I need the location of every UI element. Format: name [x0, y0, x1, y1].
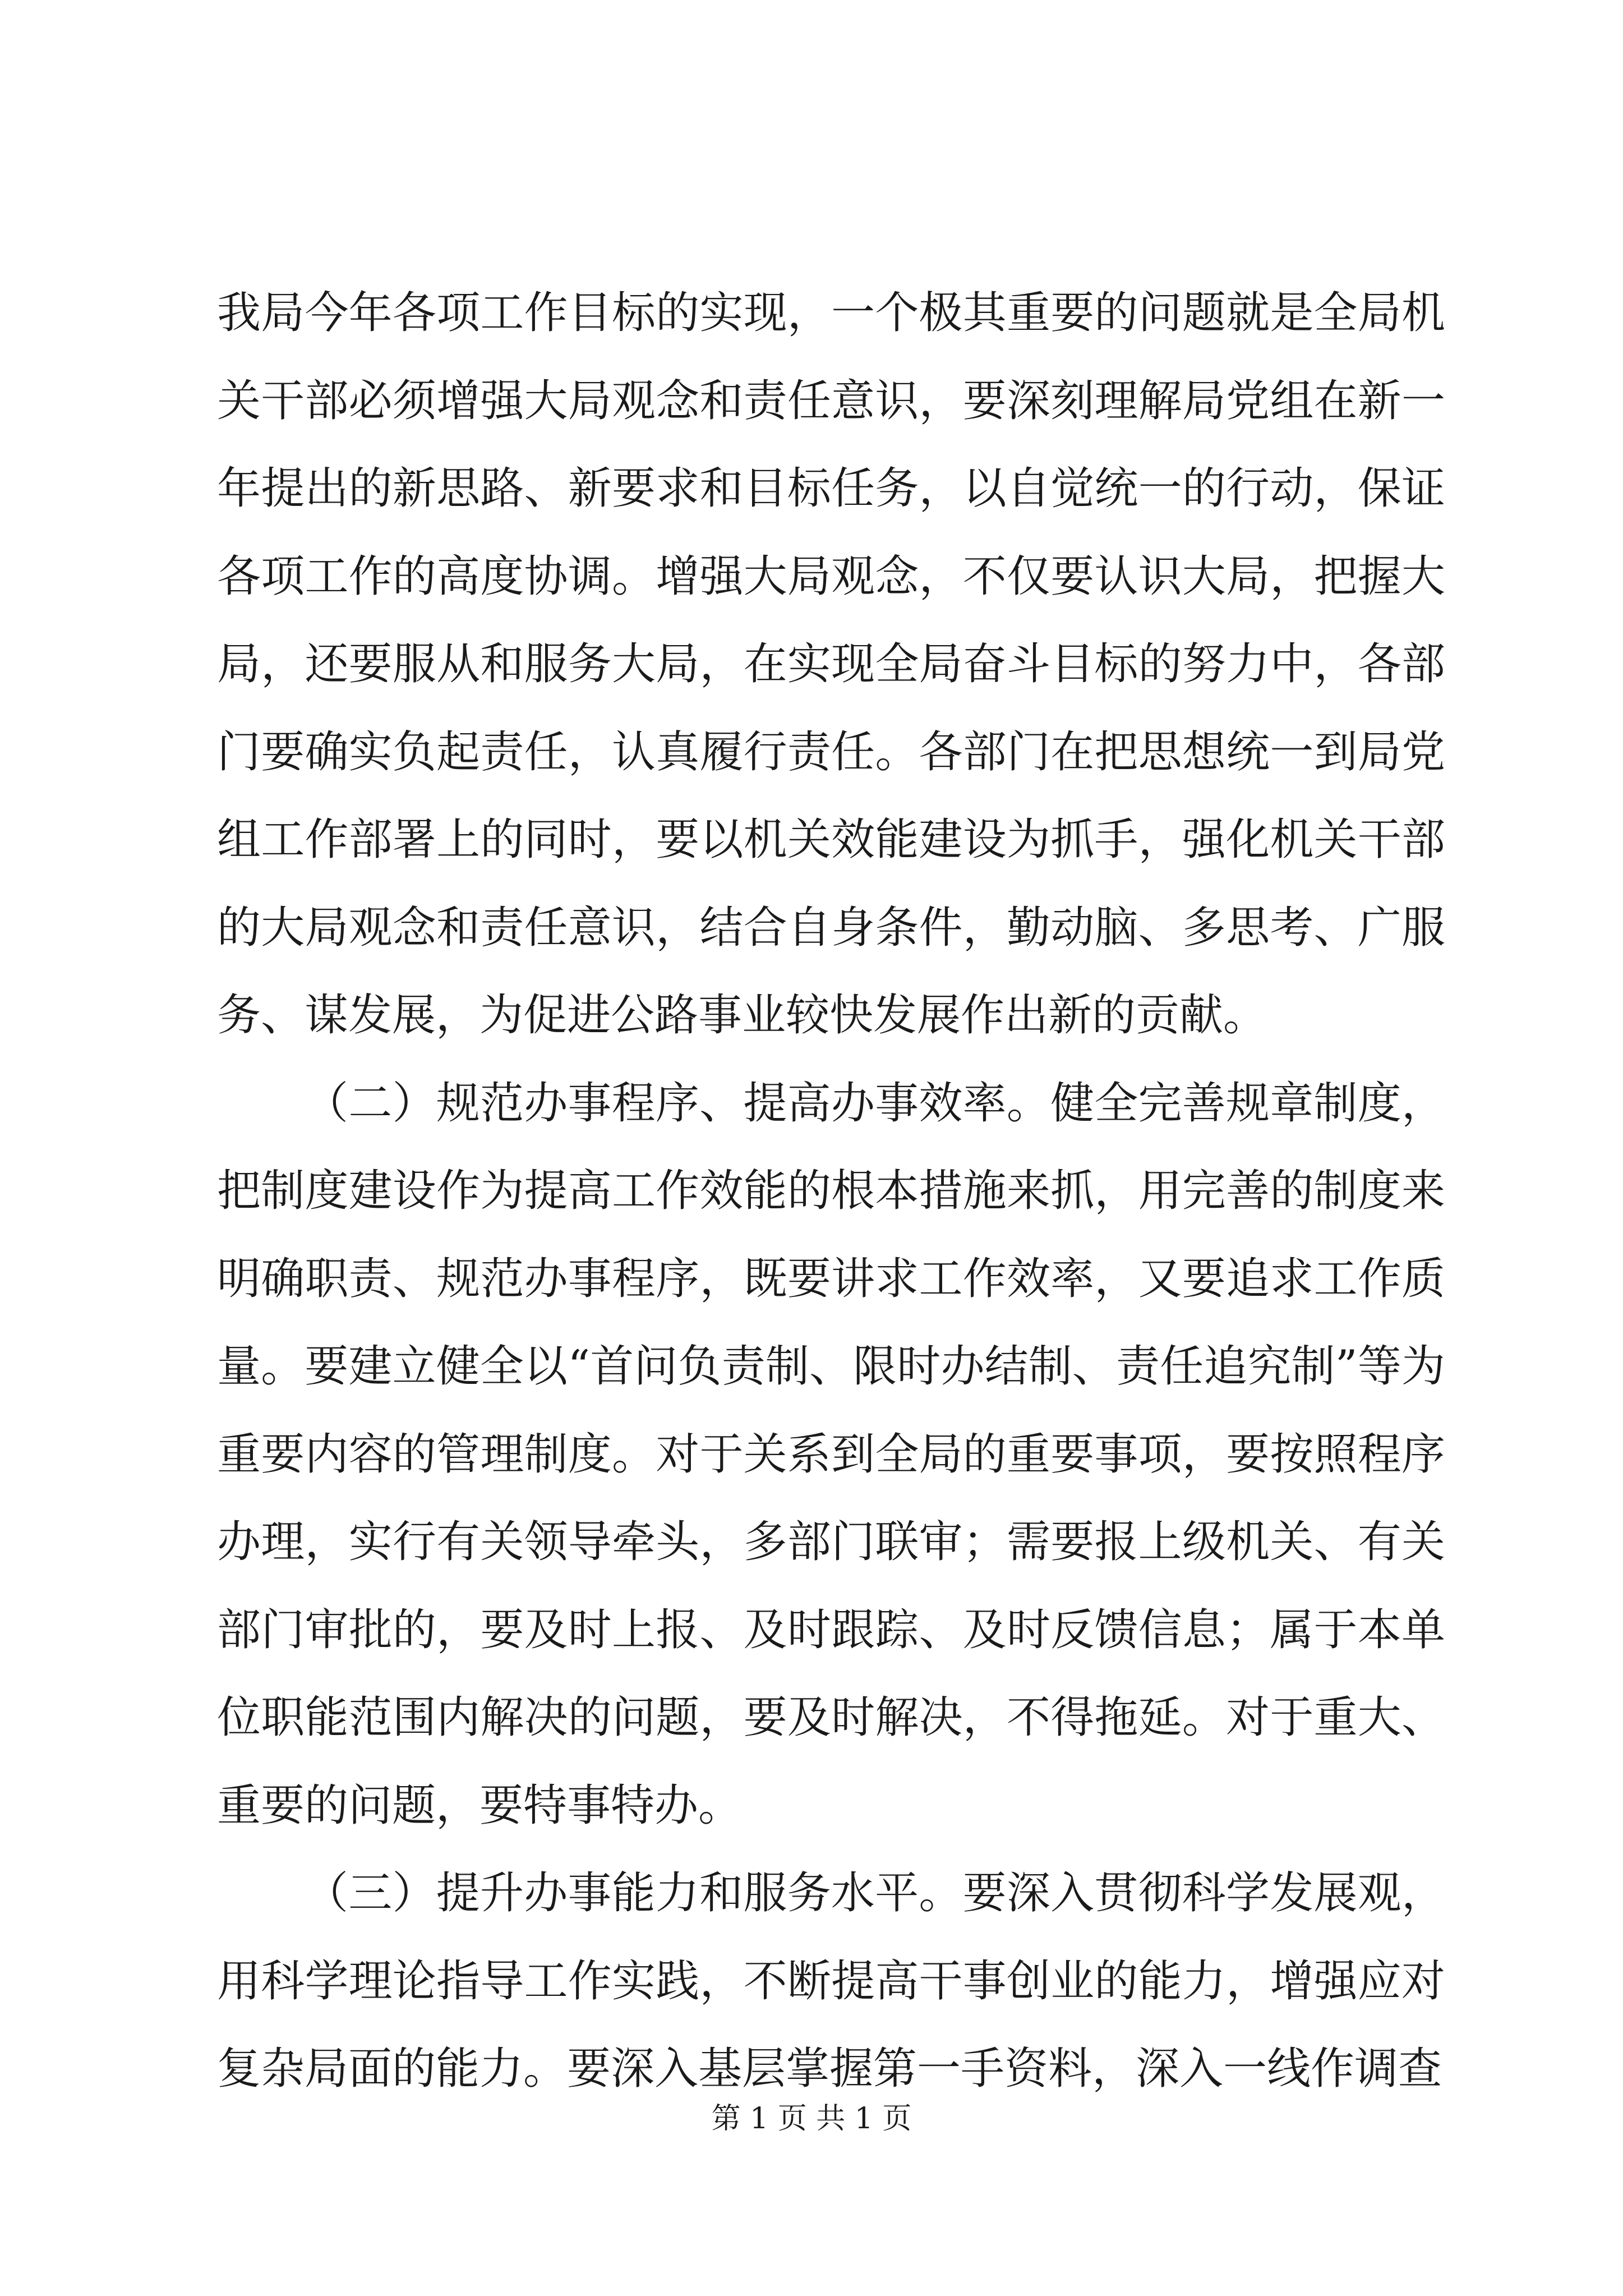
document-body: [217, 269, 1445, 2113]
paragraph-section-two: （二）规范办事程序、提高办事效率。健全完善规章制度，把制度建设作为提高工作效能的根本措施来抓，用完善的制度来明确职责、规范办事程序，既要讲求工作效率，又要追求工作质量。要建立健全以“首问负责制、限时办结制、责任追究制”等为重要内容的管理制度。对于关系到全局的重要事项，要按照程序办理，实行有关领导牵头，多部门联审；需要报上级机关、有关部门审批的，要及时上报、及时跟踪、及时反馈信息；属于本单位职能范围内解决的问题，要及时解决，不得拖延。对于重大、重要的问题，要特事特办。: [217, 1078, 1445, 1831]
paragraph-section-three: （三）提升办事能力和服务水平。要深入贯彻科学发展观，用科学理论指导工作实践，不断提高干事创业的能力，增强应对复杂局面的能力。要深入基层掌握第一手资料，深入一线作调查: [217, 1868, 1445, 2094]
page-number-label: 第 1 页 共 1 页: [711, 2102, 912, 2136]
page-footer: [0, 2099, 1623, 2138]
paragraph-continuation: 我局今年各项工作目标的实现，一个极其重要的问题就是全局机关干部必须增强大局观念和责任意识，要深刻理解局党组在新一年提出的新思路、新要求和目标任务，以自觉统一的行动，保证各项工作的高度协调。增强大局观念，不仅要认识大局，把握大局，还要服从和服务大局，在实现全局奋斗目标的努力中，各部门要确实负起责任，认真履行责任。各部门在把思想统一到局党组工作部署上的同时，要以机关效能建设为抓手，强化机关干部的大局观念和责任意识，结合自身条件，勤动脑、多思考、广服务、谋发展，为促进公路事业较快发展作出新的贡献。: [217, 288, 1445, 1041]
